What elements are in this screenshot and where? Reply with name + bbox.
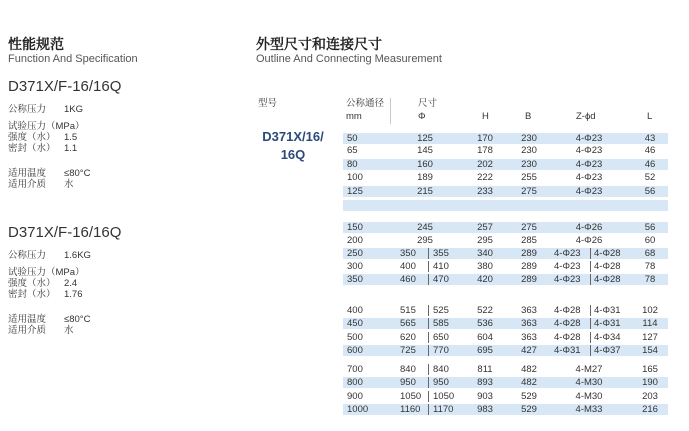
header-zd: Z-ϕd (576, 111, 596, 122)
cell-separator (428, 332, 429, 343)
cell-h: 170 (477, 133, 493, 144)
cell-phi: 295 (417, 235, 433, 246)
table-row (343, 235, 668, 246)
nominal-pressure-label: 公称压力 (8, 104, 47, 115)
cell-l: 102 (642, 305, 658, 316)
cell-separator (590, 274, 591, 285)
medium-value: 水 (64, 179, 74, 190)
cell-phi: 245 (417, 222, 433, 233)
cell-dn: 350 (347, 274, 363, 285)
cell-h: 222 (477, 172, 493, 183)
cell-separator (428, 305, 429, 316)
cell-l: 154 (642, 345, 658, 356)
cell-h: 295 (477, 235, 493, 246)
cell-phi: 145 (417, 145, 433, 156)
cell-b: 230 (521, 145, 537, 156)
nominal-pressure-label: 公称压力 (8, 250, 47, 261)
cell-h: 202 (477, 159, 493, 170)
temp-row (8, 168, 238, 179)
cell-separator (428, 261, 429, 272)
cell-b: 529 (521, 404, 537, 415)
cell-b: 529 (521, 391, 537, 402)
table-row (343, 261, 668, 272)
cell-l: 216 (642, 404, 658, 415)
table-row (343, 345, 668, 356)
table-row (343, 305, 668, 316)
cell-separator (590, 332, 591, 343)
cell-l: 60 (644, 235, 656, 246)
cell-separator (590, 305, 591, 316)
cell-phi2: 1050 (433, 391, 455, 402)
cell-dn: 150 (347, 222, 363, 233)
cell-h: 522 (477, 305, 493, 316)
seal-row (8, 143, 238, 154)
cell-l: 190 (642, 377, 658, 388)
cell-phi: 565 (400, 318, 416, 329)
cell-l: 46 (644, 145, 656, 156)
cell-l: 78 (644, 261, 656, 272)
spec-panel (8, 36, 238, 336)
cell-phi: 160 (417, 159, 433, 170)
cell-phi2: 840 (433, 364, 449, 375)
table-row (343, 172, 668, 183)
cell-dn: 200 (347, 235, 363, 246)
test-pressure-label: 试验压力（MPa） (8, 121, 85, 132)
cell-separator (590, 318, 591, 329)
medium-label: 适用介质 (8, 325, 47, 336)
cell-phi: 400 (400, 261, 416, 272)
cell-b: 230 (521, 159, 537, 170)
cell-b: 363 (521, 305, 537, 316)
cell-h: 893 (477, 377, 493, 388)
cell-separator (428, 318, 429, 329)
cell-separator (428, 248, 429, 259)
cell-zd: 4-M27 (575, 364, 603, 375)
table-row (343, 222, 668, 233)
cell-h: 233 (477, 186, 493, 197)
cell-zd: 4-M33 (575, 404, 603, 415)
spec-title-cn: 性能规范 (8, 36, 64, 52)
cell-dn: 800 (347, 377, 363, 388)
cell-phi2: 470 (433, 274, 449, 285)
table-row (343, 404, 668, 415)
cell-dn: 65 (347, 145, 358, 156)
cell-phi2: 355 (433, 248, 449, 259)
cell-zd: 4-Φ31 (554, 345, 581, 356)
cell-l: 56 (644, 222, 656, 233)
cell-phi: 620 (400, 332, 416, 343)
cell-phi: 725 (400, 345, 416, 356)
spec-block-1 (8, 78, 238, 190)
temp-value: ≤80°C (64, 168, 91, 179)
nominal-pressure-value: 1.6KG (64, 250, 91, 261)
cell-zd: 4-Φ23 (575, 145, 603, 156)
temp-row (8, 314, 238, 325)
cell-dn: 700 (347, 364, 363, 375)
cell-zd2: 4-Φ37 (594, 345, 621, 356)
cell-zd: 4-Φ26 (575, 222, 603, 233)
cell-dn: 500 (347, 332, 363, 343)
cell-dn: 50 (347, 133, 358, 144)
temp-value: ≤80°C (64, 314, 91, 325)
measurement-panel (256, 36, 686, 66)
header-divider (390, 98, 391, 124)
table-row (343, 248, 668, 259)
header-dn-unit: mm (346, 111, 362, 122)
header-l: L (647, 111, 653, 122)
seal-label: 密封（水） (8, 289, 56, 300)
cell-dn: 100 (347, 172, 363, 183)
cell-b: 255 (521, 172, 537, 183)
cell-l: 203 (642, 391, 658, 402)
cell-zd: 4-Φ23 (575, 159, 603, 170)
cell-h: 536 (477, 318, 493, 329)
cell-zd2: 4-Φ28 (594, 248, 621, 259)
cell-h: 380 (477, 261, 493, 272)
seal-value: 1.76 (64, 289, 83, 300)
cell-h: 257 (477, 222, 493, 233)
cell-zd: 4-Φ26 (575, 235, 603, 246)
cell-zd2: 4-Φ34 (594, 332, 621, 343)
header-model: 型号 (258, 98, 278, 109)
strength-value: 1.5 (64, 132, 78, 143)
cell-separator (428, 391, 429, 402)
cell-separator (590, 345, 591, 356)
test-pressure-label: 试验压力（MPa） (8, 267, 85, 278)
table-row (343, 133, 668, 144)
cell-phi2: 650 (433, 332, 449, 343)
cell-dn: 900 (347, 391, 363, 402)
cell-zd: 4-Φ23 (575, 172, 603, 183)
cell-dn: 1000 (347, 404, 369, 415)
cell-b: 289 (521, 274, 537, 285)
table-model-line2: 16Q (280, 147, 306, 162)
header-h: H (482, 111, 489, 122)
spec-model: D371X/F-16/16Q (8, 224, 122, 241)
cell-l: 68 (644, 248, 656, 259)
table-row (343, 318, 668, 329)
cell-b: 230 (521, 133, 537, 144)
table-row (343, 364, 668, 375)
cell-zd: 4-Φ28 (554, 332, 581, 343)
seal-value: 1.1 (64, 143, 78, 154)
cell-l: 78 (644, 274, 656, 285)
cell-zd: 4-Φ23 (575, 186, 603, 197)
table-row (343, 200, 668, 211)
cell-h: 695 (477, 345, 493, 356)
cell-l: 56 (644, 186, 656, 197)
cell-b: 275 (521, 222, 537, 233)
cell-dn: 300 (347, 261, 363, 272)
temp-label: 适用温度 (8, 314, 47, 325)
cell-b: 363 (521, 332, 537, 343)
cell-separator (590, 248, 591, 259)
cell-l: 127 (642, 332, 658, 343)
cell-phi: 460 (400, 274, 416, 285)
cell-h: 604 (477, 332, 493, 343)
cell-phi: 515 (400, 305, 416, 316)
seal-label: 密封（水） (8, 143, 56, 154)
cell-zd2: 4-Φ31 (594, 318, 621, 329)
cell-l: 52 (644, 172, 656, 183)
cell-zd: 4-Φ23 (554, 261, 581, 272)
strength-value: 2.4 (64, 278, 78, 289)
seal-row (8, 289, 238, 300)
cell-zd: 4-Φ23 (554, 248, 581, 259)
table-model-label (256, 128, 330, 164)
cell-b: 427 (521, 345, 537, 356)
cell-h: 983 (477, 404, 493, 415)
temp-label: 适用温度 (8, 168, 47, 179)
cell-phi: 215 (417, 186, 433, 197)
cell-dn: 450 (347, 318, 363, 329)
cell-h: 178 (477, 145, 493, 156)
nominal-pressure-row (8, 104, 238, 115)
spec-model: D371X/F-16/16Q (8, 78, 122, 95)
cell-phi2: 525 (433, 305, 449, 316)
cell-b: 289 (521, 261, 537, 272)
header-phi: Φ (418, 111, 426, 122)
cell-dn: 125 (347, 186, 363, 197)
cell-phi2: 950 (433, 377, 449, 388)
cell-phi: 1050 (400, 391, 422, 402)
cell-dn: 80 (347, 159, 358, 170)
cell-phi2: 585 (433, 318, 449, 329)
cell-phi: 840 (400, 364, 416, 375)
cell-zd2: 4-Φ28 (594, 261, 621, 272)
strength-label: 强度（水） (8, 132, 56, 143)
cell-phi: 350 (400, 248, 416, 259)
cell-zd: 4-M30 (575, 377, 603, 388)
cell-zd2: 4-Φ28 (594, 274, 621, 285)
table-row (343, 159, 668, 170)
measurement-title-cn: 外型尺寸和连接尺寸 (256, 36, 382, 52)
cell-h: 340 (477, 248, 493, 259)
strength-row (8, 278, 238, 289)
cell-h: 811 (477, 364, 493, 375)
measurement-title-en: Outline And Connecting Measurement (256, 53, 442, 65)
table-model-line1: D371X/16/ (262, 129, 324, 144)
table-row (343, 391, 668, 402)
medium-row (8, 325, 238, 336)
cell-phi: 125 (417, 133, 433, 144)
table-row (343, 332, 668, 343)
cell-separator (428, 345, 429, 356)
cell-b: 275 (521, 186, 537, 197)
cell-zd: 4-Φ28 (554, 318, 581, 329)
spec-title-en: Function And Specification (8, 53, 138, 65)
table-row (343, 145, 668, 156)
cell-dn: 600 (347, 345, 363, 356)
nominal-pressure-row (8, 250, 238, 261)
table-row (343, 186, 668, 197)
cell-separator (428, 274, 429, 285)
cell-phi: 950 (400, 377, 416, 388)
cell-separator (428, 377, 429, 388)
cell-phi2: 410 (433, 261, 449, 272)
spec-block-2 (8, 224, 238, 336)
cell-l: 165 (642, 364, 658, 375)
cell-b: 285 (521, 235, 537, 246)
cell-b: 482 (521, 377, 537, 388)
medium-value: 水 (64, 325, 74, 336)
cell-phi: 189 (417, 172, 433, 183)
cell-zd: 4-Φ23 (554, 274, 581, 285)
nominal-pressure-value: 1KG (64, 104, 84, 115)
cell-dn: 400 (347, 305, 363, 316)
cell-h: 903 (477, 391, 493, 402)
cell-separator (428, 364, 429, 375)
medium-label: 适用介质 (8, 179, 47, 190)
header-size: 尺寸 (418, 98, 438, 109)
cell-phi2: 1170 (433, 404, 454, 415)
cell-dn: 250 (347, 248, 363, 259)
table-row (343, 377, 668, 388)
cell-separator (428, 404, 429, 415)
cell-zd2: 4-Φ31 (594, 305, 621, 316)
cell-separator (590, 261, 591, 272)
cell-b: 482 (521, 364, 537, 375)
cell-l: 43 (644, 133, 656, 144)
cell-l: 114 (642, 318, 658, 329)
cell-zd: 4-Φ23 (575, 133, 603, 144)
cell-b: 363 (521, 318, 537, 329)
cell-h: 420 (477, 274, 493, 285)
table-row (343, 274, 668, 285)
cell-phi2: 770 (433, 345, 449, 356)
cell-l: 46 (644, 159, 656, 170)
cell-zd: 4-M30 (575, 391, 603, 402)
header-b: B (525, 111, 532, 122)
cell-phi: 1160 (400, 404, 421, 415)
cell-b: 289 (521, 248, 537, 259)
strength-row (8, 132, 238, 143)
medium-row (8, 179, 238, 190)
header-dn: 公称通径 (346, 98, 385, 109)
strength-label: 强度（水） (8, 278, 56, 289)
cell-zd: 4-Φ28 (554, 305, 581, 316)
